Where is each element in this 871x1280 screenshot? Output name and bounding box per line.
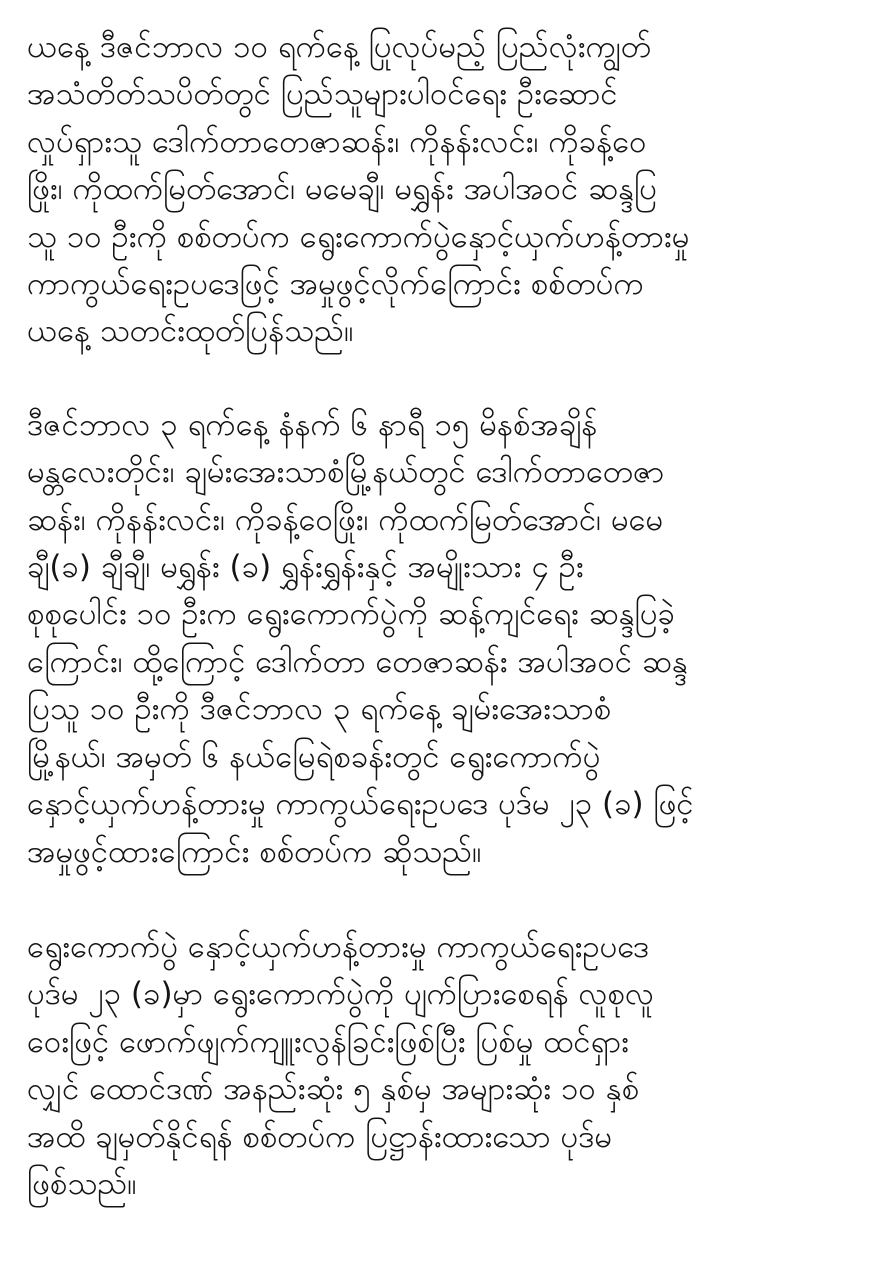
paragraph-3: ရွေးကောက်ပွဲ နှောင့်ယှက်ဟန့်တားမှု ကာကွယ်ရေးဥပဒေ ပုဒ်မ ၂၃ (ခ)မှာ ရွေးကောက်ပွဲကို ပျက်ပြားစေရန် လူစုလူ ဝေးဖြင့် ဖောက်ဖျက်ကျူးလွန်ခြင်းဖြစ်ပြီး ပြစ်မှု ထင်ရှား လျှင် ထောင်ဒဏ် အနည်းဆုံး ၅ နှစ်မှ အများဆုံး ၁၀ နှစ် အထိ ချမှတ်နိုင်ရန် စစ်တပ်က ပြဋ္ဌာန်းထားသော ပုဒ်မ ဖြစ်သည်။ <box>27 928 655 1202</box>
paragraph-1: ယနေ့ ဒီဇင်ဘာလ ၁၀ ရက်နေ့ ပြုလုပ်မည့် ပြည်လုံးကျွတ် အသံတိတ်သပိတ်တွင် ပြည်သူများပါဝင်ရေး ဦးဆောင် လှုပ်ရှားသူ ဒေါက်တာတေဇာဆန်း၊ ကိုနန်းလင်း၊ ကိုခန့်ဝေ ဖြိုး၊ ကိုထက်မြတ်အောင်၊ မမေချီ၊ မရွှန်း အပါအဝင် ဆန္ဒပြ သူ ၁၀ ဦးကို စစ်တပ်က ရွေးကောက်ပွဲနှောင့်ယှက်ဟန့်တားမှု ကာကွယ်ရေးဥပဒေဖြင့် အမှုဖွင့်လိုက်ကြောင်း စစ်တပ်က ယနေ့ သတင်းထုတ်ပြန်သည်။ <box>27 29 690 350</box>
paragraph-2: ဒီဇင်ဘာလ ၃ ရက်နေ့ နံနက် ၆ နာရီ ၁၅ မိနစ်အချိန် မန္တလေးတိုင်း၊ ချမ်းအေးသာစံမြို့နယ်တွင် ဒေါက်တာတေဇာ ဆန်း၊ ကိုနန်းလင်း၊ ကိုခန့်ဝေဖြိုး၊ ကိုထက်မြတ်အောင်၊ မမေ ချီ(ခ) ချီချီ၊ မရွှန်း (ခ) ရွှန်းရွှန်းနှင့် အမျိုးသား ၄ ဦး စုစုပေါင်း ၁၀ ဦးက ရွေးကောက်ပွဲကို ဆန့်ကျင်ရေး ဆန္ဒပြခဲ့ ကြောင်း၊ ထို့ကြောင့် ဒေါက်တာ တေဇာဆန်း အပါအဝင် ဆန္ဒ ပြသူ ၁၀ ဦးကို ဒီဇင်ဘာလ ၃ ရက်နေ့ ချမ်းအေးသာစံ မြို့နယ်၊ အမှတ် ၆ နယ်မြေရဲစခန်းတွင် ရွေးကောက်ပွဲ နှောင့်ယှက်ဟန့်တားမှု ကာကွယ်ရေးဥပဒေ ပုဒ်မ ၂၃ (ခ) ဖြင့် အမှုဖွင့်ထားကြောင်း စစ်တပ်က ဆိုသည်။ <box>27 406 694 870</box>
